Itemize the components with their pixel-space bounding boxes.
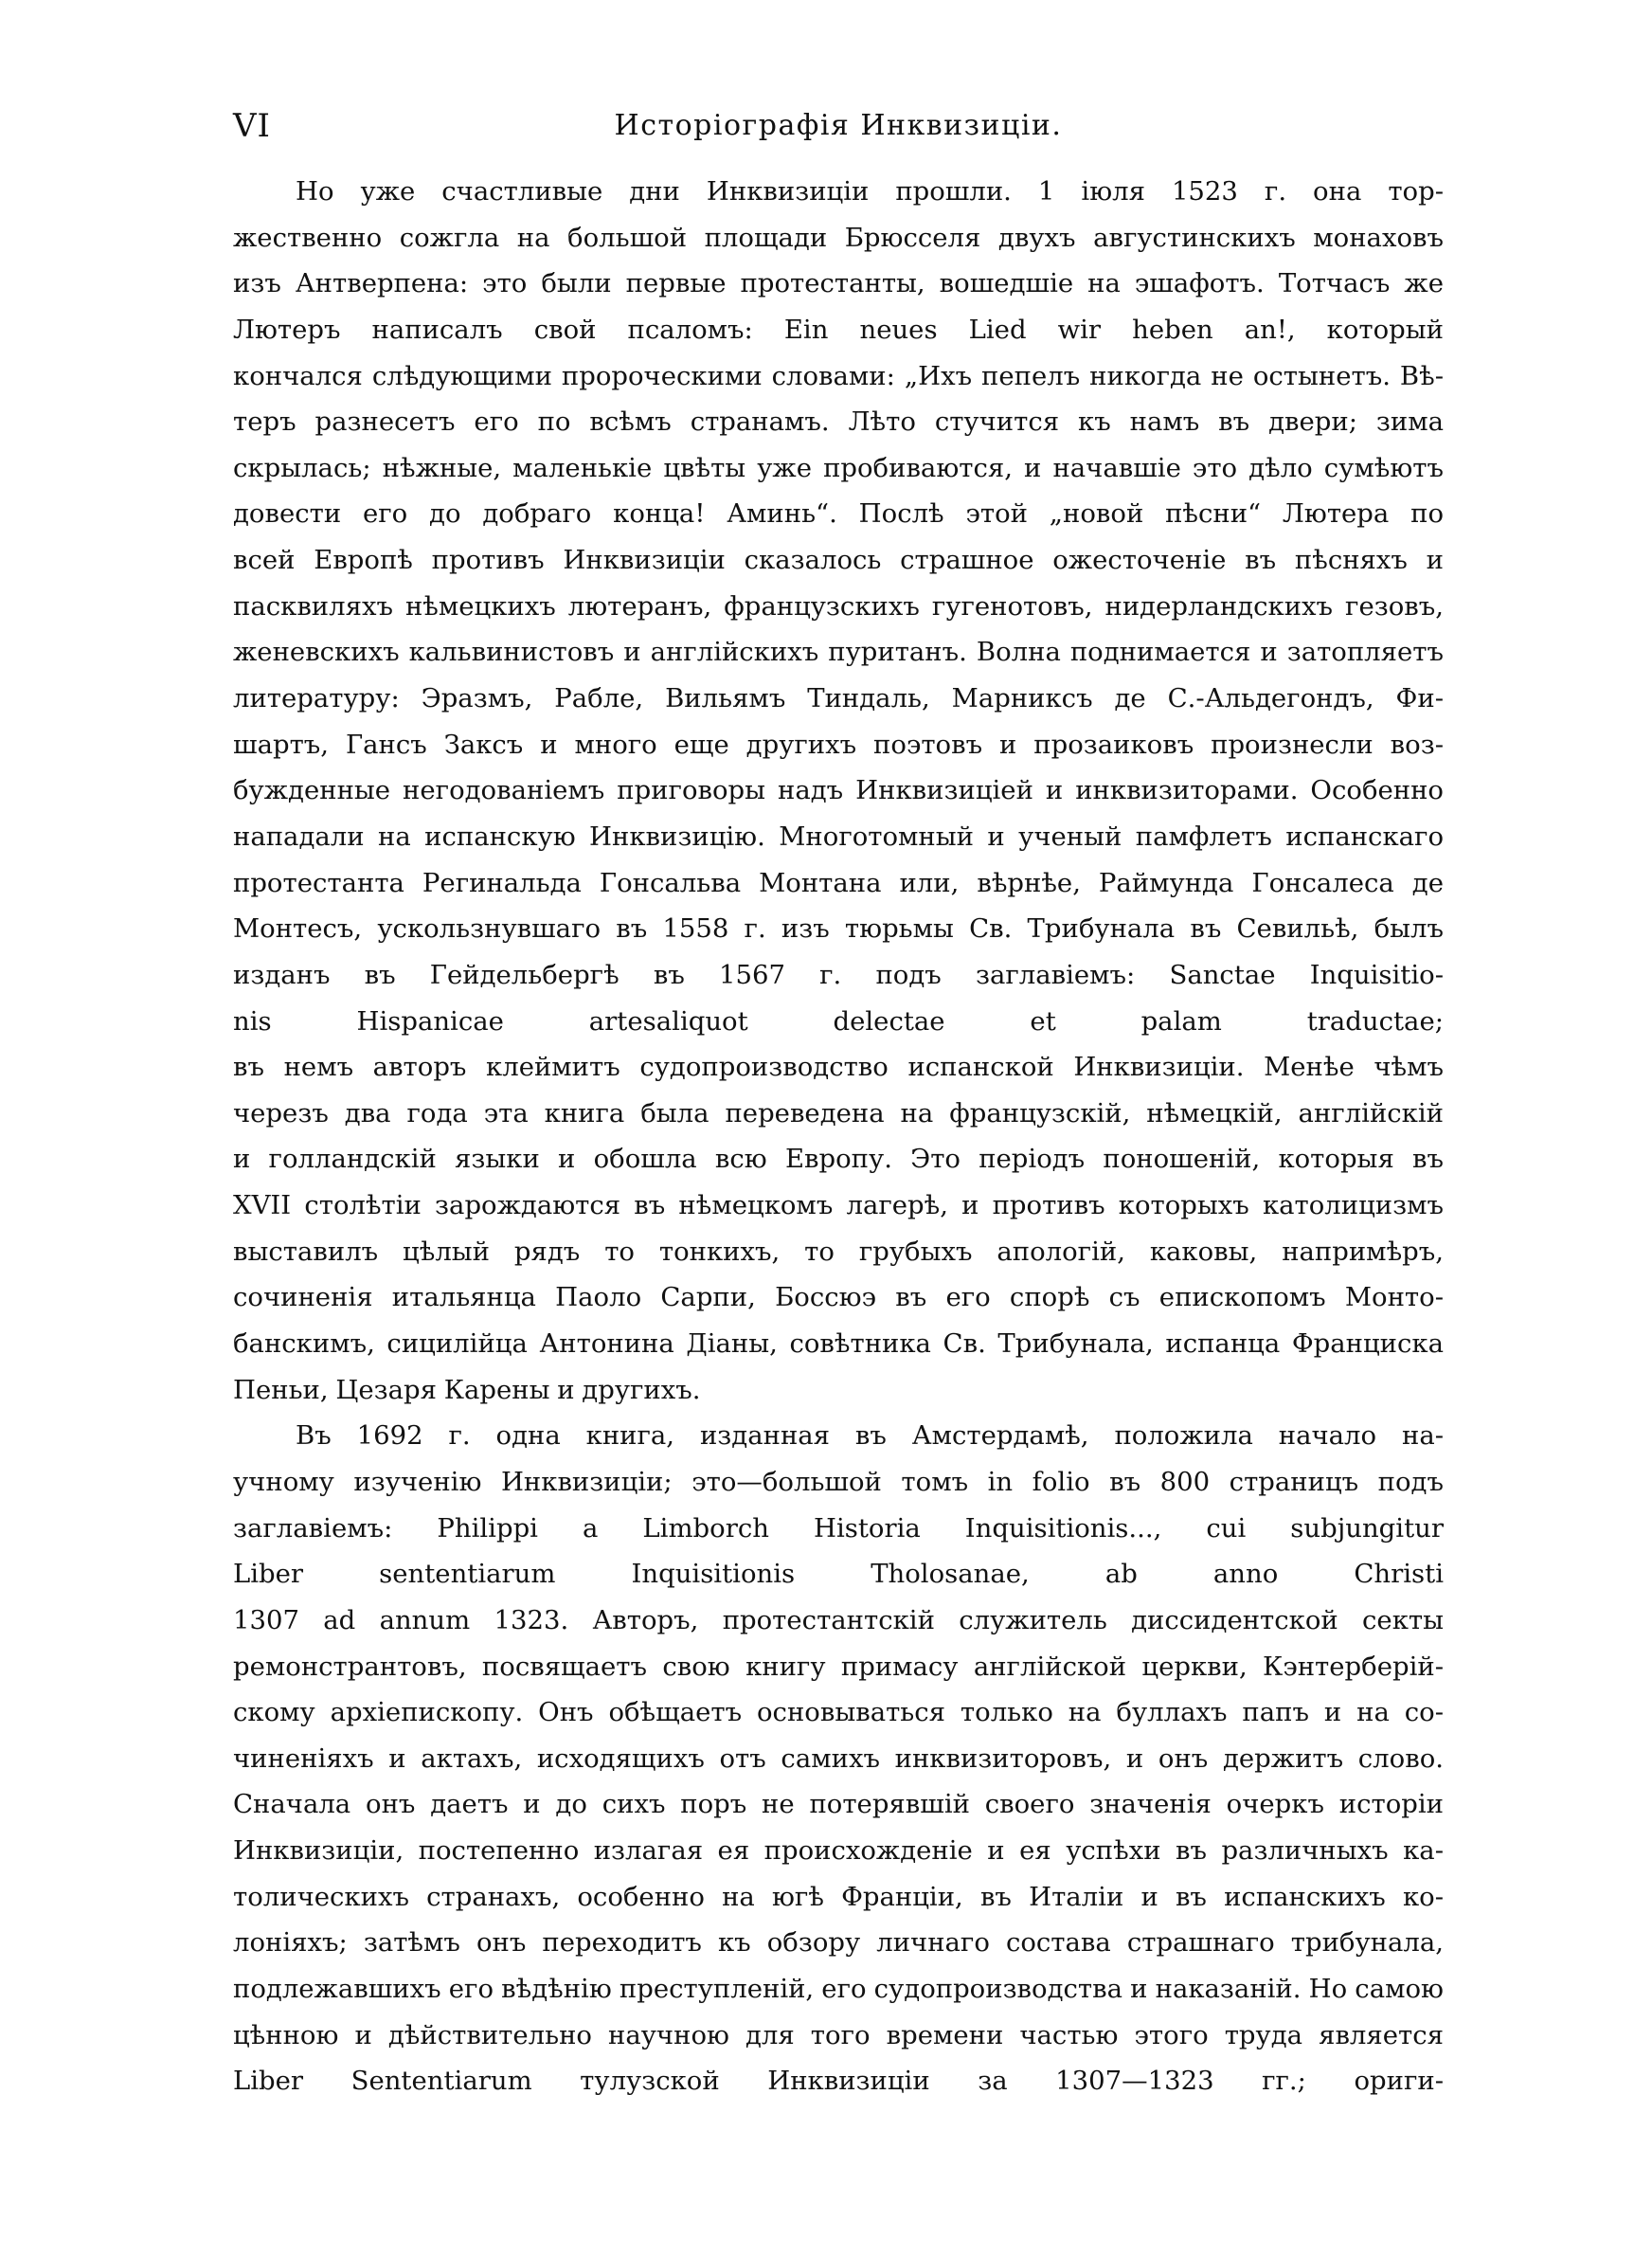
text-line: всей Европѣ противъ Инквизиціи сказалось страшное ожесточеніе въ пѣсняхъ и — [233, 545, 1444, 576]
text-line: чиненіяхъ и актахъ, исходящихъ отъ самихъ инквизиторовъ, и онъ держитъ слово. — [233, 1742, 1444, 1774]
text-line: бужденные негодованіемъ приговоры надъ Инквизиціей и инквизиторами. Особенно — [233, 775, 1444, 806]
text-line: кончался слѣдующими пророческими словами: „Ихъ пепелъ никогда не остынетъ. Вѣ- — [233, 360, 1444, 391]
text-line: изъ Антверпена: это были первые протестанты, вошедшіе на эшафотъ. Тотчасъ же — [233, 268, 1444, 299]
paragraph-1 — [233, 169, 1444, 1413]
text-line: шартъ, Гансъ Заксъ и много еще другихъ поэтовъ и прозаиковъ произнесли воз- — [233, 729, 1444, 760]
text-line: Сначала онъ даетъ и до сихъ поръ не потерявшій своего значенія очеркъ исторіи — [233, 1789, 1444, 1820]
running-title: Исторіографія Инквизиціи. — [614, 109, 1063, 142]
text-line: Пеньи, Цезаря Карены и другихъ. — [233, 1374, 701, 1405]
text-line: nis Hispanicae artesaliquot delectae et palam traductae; — [233, 1005, 1444, 1037]
text-line: скрылась; нѣжные, маленькіе цвѣты уже пробиваются, и начавшіе это дѣло сумѣютъ — [233, 452, 1444, 483]
text-line: толическихъ странахъ, особенно на югѣ Франціи, въ Италіи и въ испанскихъ ко- — [233, 1881, 1444, 1912]
text-line: подлежавшихъ его вѣдѣнію преступленій, его судопроизводства и наказаній. Но самою — [233, 1973, 1444, 2004]
text-line: изданъ въ Гейдельбергѣ въ 1567 г. подъ заглавіемъ: Sanctae Inquisitio- — [233, 959, 1444, 990]
text-line: выставилъ цѣлый рядъ то тонкихъ, то грубыхъ апологій, каковы, напримѣръ, — [233, 1236, 1444, 1267]
text-line: учному изученію Инквизиціи; это—большой томъ in folio въ 800 страницъ подъ — [233, 1466, 1444, 1497]
text-line: ремонстрантовъ, посвящаетъ свою книгу примасу англійской церкви, Кэнтерберій- — [233, 1651, 1444, 1682]
page-number: VI — [233, 107, 271, 145]
text-line: банскимъ, сицилійца Антонина Діаны, совѣтника Св. Трибунала, испанца Франциска — [233, 1328, 1444, 1360]
page-header — [233, 102, 1444, 150]
text-line: Монтесъ, ускользнувшаго въ 1558 г. изъ тюрьмы Св. Трибунала въ Севильѣ, былъ — [233, 913, 1444, 945]
text-line: Лютеръ написалъ свой псаломъ: Ein neues Lied wir heben an!, который — [233, 314, 1444, 345]
text-line: протестанта Регинальда Гонсальва Монтана или, вѣрнѣе, Раймунда Гонсалеса де — [233, 867, 1444, 898]
text-line: заглавіемъ: Philippi a Limborch Historia Inquisitionis..., cui subjungitur — [233, 1512, 1444, 1544]
text-line: Liber sententiarum Inquisitionis Tholosanae, ab anno Christi — [233, 1559, 1444, 1590]
text-line: скому архіепископу. Онъ обѣщаетъ основываться только на буллахъ папъ и на со- — [233, 1697, 1444, 1728]
text-line: сочиненія итальянца Паоло Сарпи, Боссюэ въ его спорѣ съ епископомъ Монто- — [233, 1282, 1444, 1313]
text-line: пасквиляхъ нѣмецкихъ лютеранъ, французскихъ гугенотовъ, нидерландскихъ гезовъ, — [233, 590, 1444, 622]
text-line: Но уже счастливые дни Инквизиціи прошли. 1 іюля 1523 г. она тор- — [296, 176, 1444, 207]
body-text — [233, 169, 1444, 2215]
text-line: жественно сожгла на большой площади Брюсселя двухъ августинскихъ монаховъ — [233, 222, 1444, 253]
text-line: въ немъ авторъ клеймитъ судопроизводство испанской Инквизиціи. Менѣе чѣмъ — [233, 1052, 1444, 1083]
text-line: нападали на испанскую Инквизицію. Многотомный и ученый памфлетъ испанскаго — [233, 821, 1444, 852]
text-line: XVII столѣтіи зарождаются въ нѣмецкомъ лагерѣ, и противъ которыхъ католицизмъ — [233, 1190, 1444, 1221]
text-line: теръ разнесетъ его по всѣмъ странамъ. Лѣто стучится къ намъ въ двери; зима — [233, 406, 1444, 438]
text-line: Въ 1692 г. одна книга, изданная въ Амстердамѣ, положила начало на- — [296, 1420, 1444, 1452]
text-line: Инквизиціи, постепенно излагая ея происхожденіе и ея успѣхи въ различныхъ ка- — [233, 1835, 1444, 1867]
text-line: и голландскій языки и обошла всю Европу. Это періодъ поношеній, которыя въ — [233, 1144, 1444, 1175]
text-line: довести его до добраго конца! Аминь“. Послѣ этой „новой пѣсни“ Лютера по — [233, 498, 1444, 530]
text-line: лоніяхъ; затѣмъ онъ переходитъ къ обзору личнаго состава страшнаго трибунала, — [233, 1927, 1444, 1959]
paragraph-2 — [233, 1413, 1444, 2104]
text-line: 1307 ad annum 1323. Авторъ, протестантскій служитель диссидентской секты — [233, 1604, 1444, 1635]
text-line: женевскихъ кальвинистовъ и англійскихъ пуританъ. Волна поднимается и затопляетъ — [233, 637, 1444, 668]
text-line: Liber Sententiarum тулузской Инквизиціи за 1307—1323 гг.; ориги- — [233, 2066, 1444, 2097]
text-line: черезъ два года эта книга была переведена на французскій, нѣмецкій, англійскій — [233, 1097, 1444, 1128]
text-line: литературу: Эразмъ, Рабле, Вильямъ Тиндаль, Марниксъ де С.-Альдегондъ, Фи- — [233, 683, 1444, 714]
text-line: цѣнною и дѣйствительно научною для того времени частью этого труда является — [233, 2019, 1444, 2050]
